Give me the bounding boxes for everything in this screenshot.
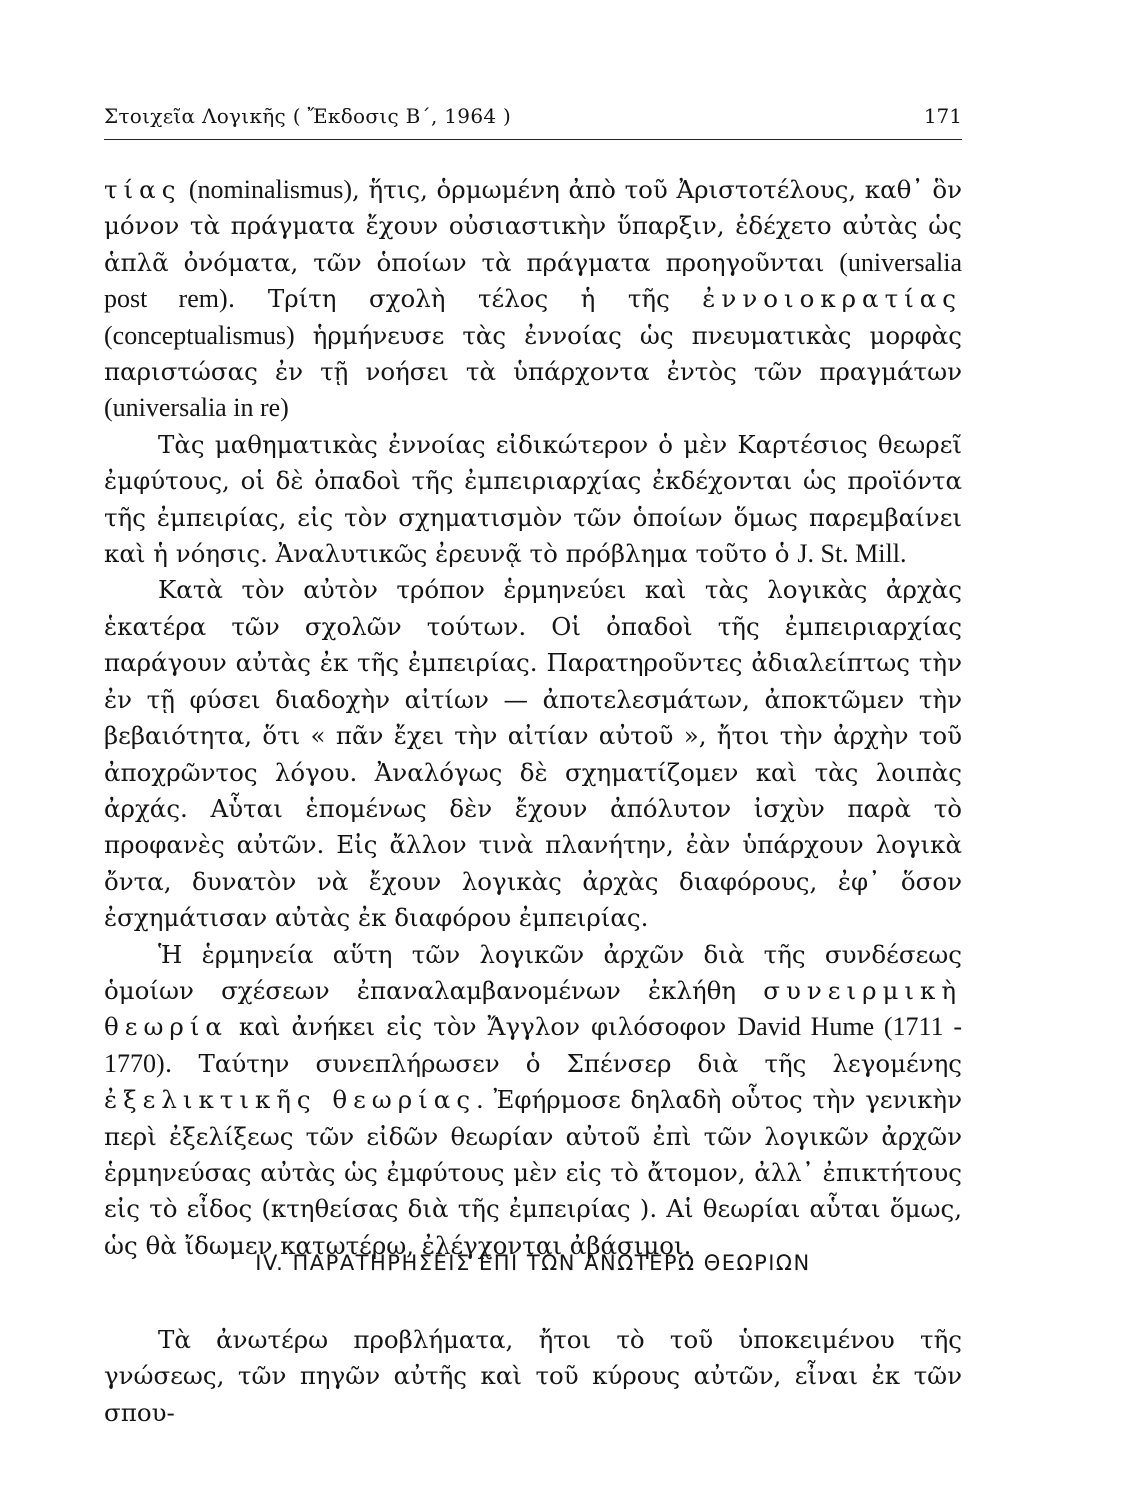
running-title: Στοιχεῖα Λογικῆς ( Ἔκδοσις Β΄, 1964 ) <box>104 104 512 128</box>
text-run: , ἥτις, ὁρμωμένη ἀπὸ τοῦ Ἀριστοτέλους, καθ᾿ ὃν μόνον τὰ πράγματα ἔχουν οὐσιαστικὴν ὕπαρξιν, ἐδέχετο αὐτὰς ὡς ἁπλᾶ ὀνόματα, τῶν ὁποίων τὰ πράγματα προηγοῦνται <box>104 175 962 277</box>
latin-term: (universalia post rem) <box>104 247 962 314</box>
page-number: 171 <box>923 104 962 128</box>
spaced-term: ἐννοιοκρατίας <box>702 284 963 314</box>
spaced-term: τίας <box>104 175 182 204</box>
paragraph-1 <box>104 172 962 427</box>
main-text <box>104 172 962 1264</box>
latin-term: J. St. Mill. <box>797 539 907 569</box>
text-run: καὶ ἀνήκει εἰς τὸν Ἄγγλον φιλόσοφον <box>227 1012 738 1042</box>
latin-term: (nominalismus) <box>181 175 353 204</box>
final-text <box>104 1322 962 1431</box>
text-run: . Τρίτη σχολὴ τέλος ἡ τῆς <box>227 284 703 314</box>
latin-term: David Hume (1711 - 1770) <box>104 1012 962 1078</box>
text-run: . Ταύτην συνεπλήρωσεν ὁ Σπένσερ διὰ τῆς λεγομένης <box>164 1048 962 1078</box>
paragraph-5: Τὰ ἀνωτέρω προβλήματα, ἤτοι τὸ τοῦ ὑποκειμένου τῆς γνώσεως, τῶν πηγῶν αὐτῆς καὶ τοῦ κύρους αὐτῶν, εἶναι ἐκ τῶν σπου- <box>104 1325 962 1427</box>
section-heading: IV. ΠΑΡΑΤΗΡΗΣΕΙΣ ΕΠΙ ΤΩΝ ΑΝΩΤΕΡΩ ΘΕΩΡΙΩΝ <box>255 1251 811 1275</box>
latin-term: (universalia in re) <box>104 393 289 423</box>
text-run: Ἡ ἑρμηνεία αὕτη τῶν λογικῶν ἀρχῶν διὰ τῆς συνδέσεως ὁμοίων σχέσεων ἐπαναλαμβανομένων ἐκλήθη <box>104 939 962 1005</box>
paragraph-3: Κατὰ τὸν αὐτὸν τρόπον ἑρμηνεύει καὶ τὰς λογικὰς ἀρχὰς ἑκατέρα τῶν σχολῶν τούτων. Οἱ ὀπαδοὶ τῆς ἐμπειριαρχίας παράγουν αὐτὰς ἐκ τῆς ἐμπειρίας. Παρατηροῦντες ἀδιαλείπτως τὴν ἐν τῇ φύσει διαδοχὴν αἰτίων — ἀποτελεσμάτων, ἀποκτῶμεν τὴν βεβαιότητα, ὅτι « πᾶν ἔχει τὴν αἰτίαν αὐτοῦ », ἤτοι τὴν ἀρχὴν τοῦ ἀποχρῶντος λόγου. Ἀναλόγως δὲ σχηματίζομεν καὶ τὰς λοιπὰς ἀρχάς. Αὗται ἑπομένως δὲν ἔχουν ἀπόλυτον ἰσχὺν παρὰ τὸ προφανὲς αὐτῶν. Εἰς ἄλλον τινὰ πλανήτην, ἐὰν ὑπάρχουν λογικὰ ὄντα, δυνατὸν νὰ ἔχουν λογικὰς ἀρχὰς διαφόρους, ἐφ᾿ ὅσον ἐσχημάτισαν αὐτὰς ἐκ διαφόρου ἐμπειρίας. <box>104 575 962 933</box>
text-run: ἡρμήνευσε τὰς ἐννοίας ὡς πνευματικὰς μορφὰς παριστώσας ἐν τῇ νοήσει τὰ ὑπάρχοντα ἐντὸς τῶν πραγμάτων <box>104 320 962 387</box>
paragraph-2 <box>104 427 962 573</box>
text-run: Τὰς μαθηματικὰς ἐννοίας εἰδικώτερον ὁ μὲν Καρτέσιος θεωρεῖ ἐμφύτους, οἱ δὲ ὀπαδοὶ τῆς ἐμπειριαρχίας ἐκδέχονται ὡς προϊόντα τῆς ἐμπειρίας, εἰς τὸν σχηματισμὸν τῶν ὁποίων ὅμως παρεμβαίνει καὶ ἡ νόησις. Ἀναλυτικῶς ἐρευνᾷ τὸ πρόβλημα τοῦτο ὁ <box>104 429 962 569</box>
page-header <box>104 101 962 131</box>
spaced-term: συνειρμικὴ θεωρία <box>104 975 962 1042</box>
paragraph-4 <box>104 937 962 1265</box>
text-run: . Ἐφήρμοσε δηλαδὴ οὗτος τὴν γενικὴν περὶ ἐξελίξεως τῶν εἰδῶν θεωρίαν αὐτοῦ ἐπὶ τῶν λογικῶν ἀρχῶν ἑρμηνεύσας αὐτὰς ὡς ἐμφύτους μὲν εἰς τὸ ἄτομον, ἀλλ᾿ ἐπικτήτους εἰς τὸ εἶδος (κτηθείσας διὰ τῆς ἐμπειρίας ). Αἱ θεωρίαι αὗται ὅμως, ὡς θὰ ἴδωμεν κατωτέρω, ἐλέγχονται ἀβάσιμοι. <box>104 1085 962 1260</box>
spaced-term: ἐξελικτικῆς θεωρίας <box>104 1085 477 1115</box>
latin-term: (conceptualismus) <box>104 320 295 350</box>
header-rule <box>104 139 962 140</box>
